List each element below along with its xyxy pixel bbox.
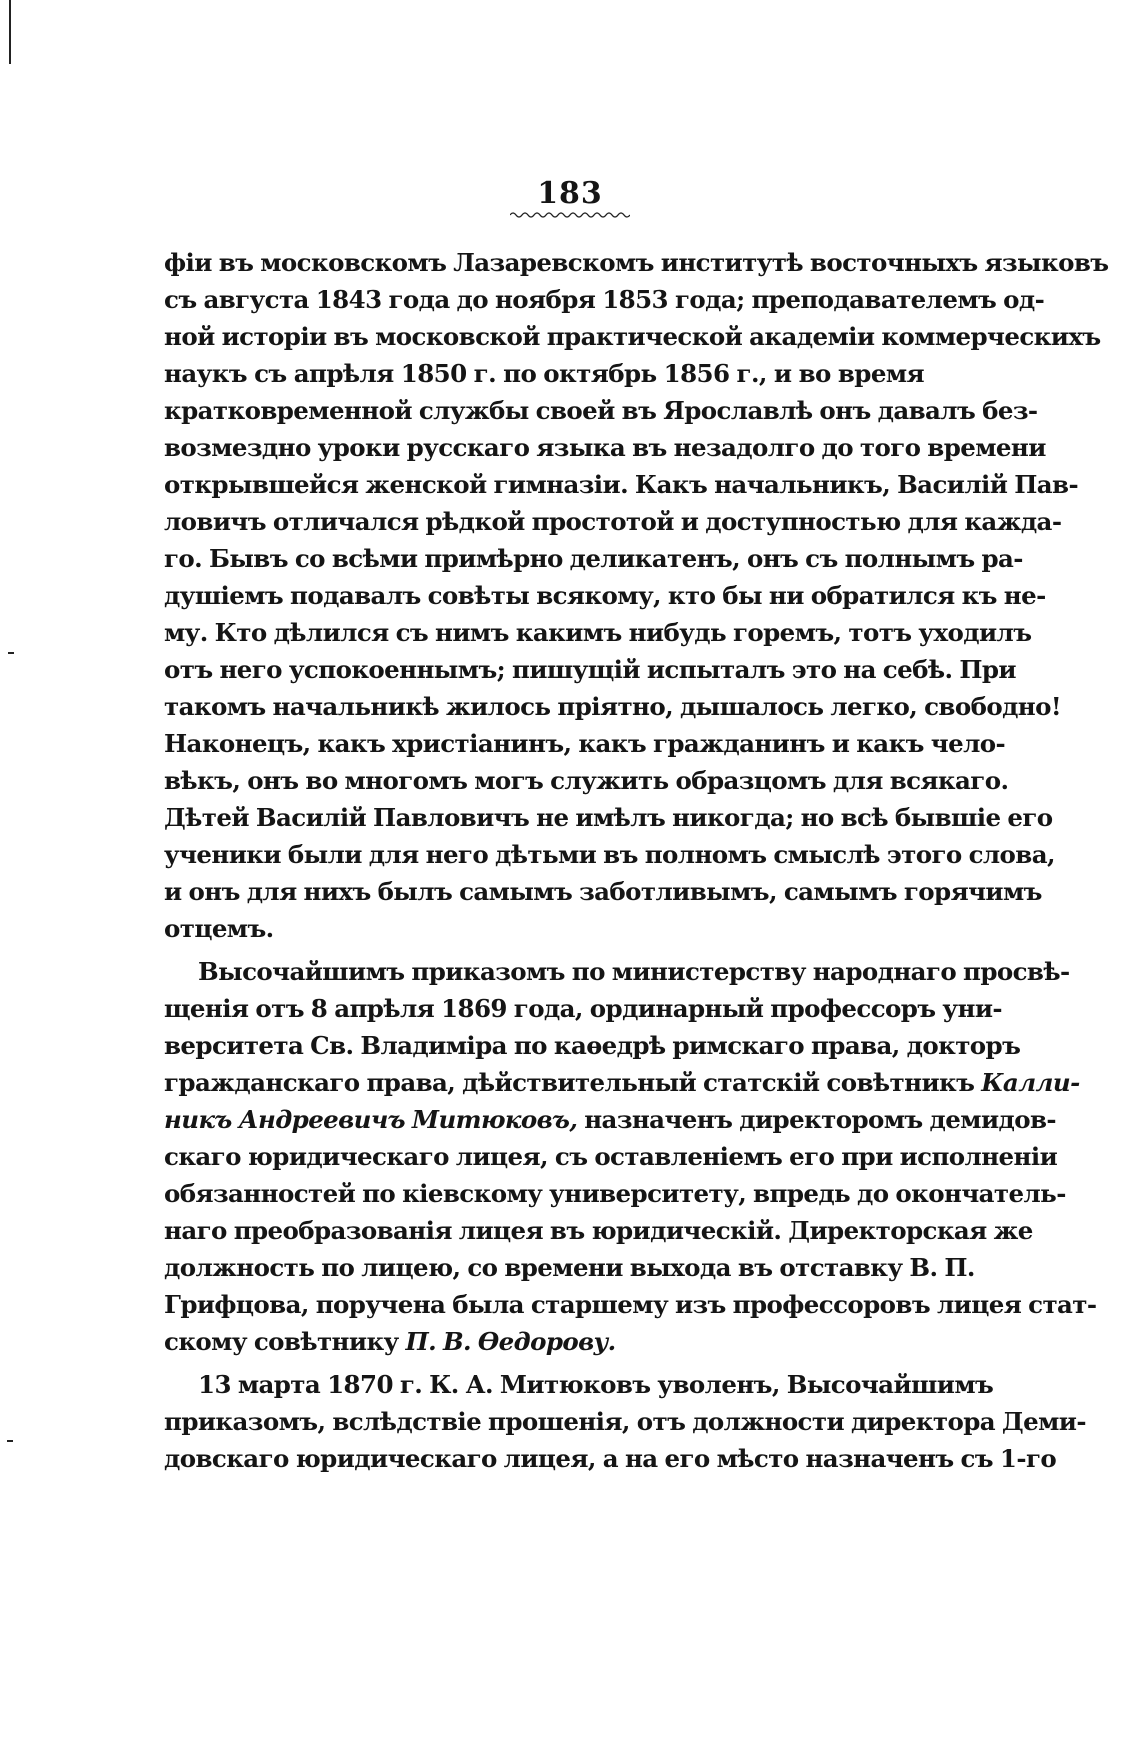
italic-name: Андреевичъ Митюковъ, — [238, 1105, 578, 1134]
text-segment: скому совѣтнику — [164, 1327, 406, 1356]
text-line: Высочайшимъ приказомъ по министерству народнаго просвѣ- — [198, 957, 1070, 986]
text-line: душіемъ подавалъ совѣты всякому, кто бы ни обратился къ не- — [164, 581, 1046, 610]
margin-mark-lower — [7, 1440, 13, 1442]
text-line — [164, 1064, 1080, 1101]
margin-mark-middle — [8, 652, 14, 654]
text-line — [164, 1323, 924, 1360]
text-line: такомъ начальникѣ жилось пріятно, дышалось легко, свободно! — [164, 692, 1062, 721]
page-number: 183 — [537, 176, 603, 211]
text-line: Грифцова, поручена была старшему изъ профессоровъ лицея стат- — [164, 1290, 1097, 1319]
text-segment: гражданскаго права, дѣйствительный статскій совѣтникъ — [164, 1068, 975, 1097]
text-line: кратковременной службы своей въ Ярославлѣ онъ давалъ без- — [164, 396, 1038, 425]
text-line: приказомъ, вслѣдствіе прошенія, отъ должности директора Деми- — [164, 1407, 1086, 1436]
text-line: ной исторіи въ московской практической академіи коммерческихъ — [164, 322, 1101, 351]
text-line: Наконецъ, какъ христіанинъ, какъ гражданинъ и какъ чело- — [164, 729, 1006, 758]
text-line: Дѣтей Василій Павловичъ не имѣлъ никогда; но всѣ бывшіе его — [164, 803, 1053, 832]
text-line: ученики были для него дѣтьми въ полномъ смыслѣ этого слова, — [164, 840, 1055, 869]
text-line: отъ него успокоеннымъ; пишущій испыталъ это на себѣ. При — [164, 655, 1016, 684]
text-line: наукъ съ апрѣля 1850 г. по октябрь 1856 г., и во время — [164, 359, 924, 388]
text-line: съ августа 1843 года до ноября 1853 года; преподавателемъ од- — [164, 285, 1045, 314]
body-text — [164, 244, 1109, 1477]
text-line: и онъ для нихъ былъ самымъ заботливымъ, самымъ горячимъ — [164, 877, 1042, 906]
text-line: му. Кто дѣлился съ нимъ какимъ нибудь горемъ, тотъ уходилъ — [164, 618, 1032, 647]
italic-name: П. В. Ѳедорову. — [405, 1327, 616, 1356]
italic-name: никъ — [164, 1105, 232, 1134]
text-line: должность по лицею, со времени выхода въ отставку В. П. — [164, 1253, 975, 1282]
text-line: открывшейся женской гимназіи. Какъ начальникъ, Василій Пав- — [164, 470, 1079, 499]
paragraph-1 — [164, 244, 1109, 947]
text-line: го. Бывъ со всѣми примѣрно деликатенъ, онъ съ полнымъ ра- — [164, 544, 1023, 573]
italic-name: Калли- — [981, 1068, 1080, 1097]
text-line: обязанностей по кіевскому университету, впредь до окончатель- — [164, 1179, 1066, 1208]
text-line — [164, 1101, 1056, 1138]
text-segment: назначенъ директоромъ демидов- — [577, 1105, 1056, 1134]
text-line: вѣкъ, онъ во многомъ могъ служить образцомъ для всякаго. — [164, 766, 1009, 795]
text-line: щенія отъ 8 апрѣля 1869 года, ординарный профессоръ уни- — [164, 994, 1002, 1023]
page-number-wavy-rule — [510, 211, 630, 219]
text-line: наго преобразованія лицея въ юридическій. Директорская же — [164, 1216, 1033, 1245]
text-line: отцемъ. — [164, 914, 274, 943]
text-line: довскаго юридическаго лицея, а на его мѣсто назначенъ съ 1-го — [164, 1444, 1057, 1473]
text-line: верситета Св. Владиміра по каѳедрѣ римскаго права, докторъ — [164, 1031, 1021, 1060]
text-line: ловичъ отличался рѣдкой простотой и доступностью для кажда- — [164, 507, 1062, 536]
text-line: 13 марта 1870 г. К. А. Митюковъ уволенъ, Высочайшимъ — [198, 1370, 994, 1399]
margin-mark-top — [9, 0, 11, 64]
text-line: фіи въ московскомъ Лазаревскомъ институтѣ восточныхъ языковъ — [164, 248, 1109, 277]
text-line: скаго юридическаго лицея, съ оставленіемъ его при исполненіи — [164, 1142, 1058, 1171]
paragraph-2 — [164, 953, 1097, 1360]
text-line: возмездно уроки русскаго языка въ незадолго до того времени — [164, 433, 1046, 462]
paragraph-3 — [164, 1366, 1086, 1477]
